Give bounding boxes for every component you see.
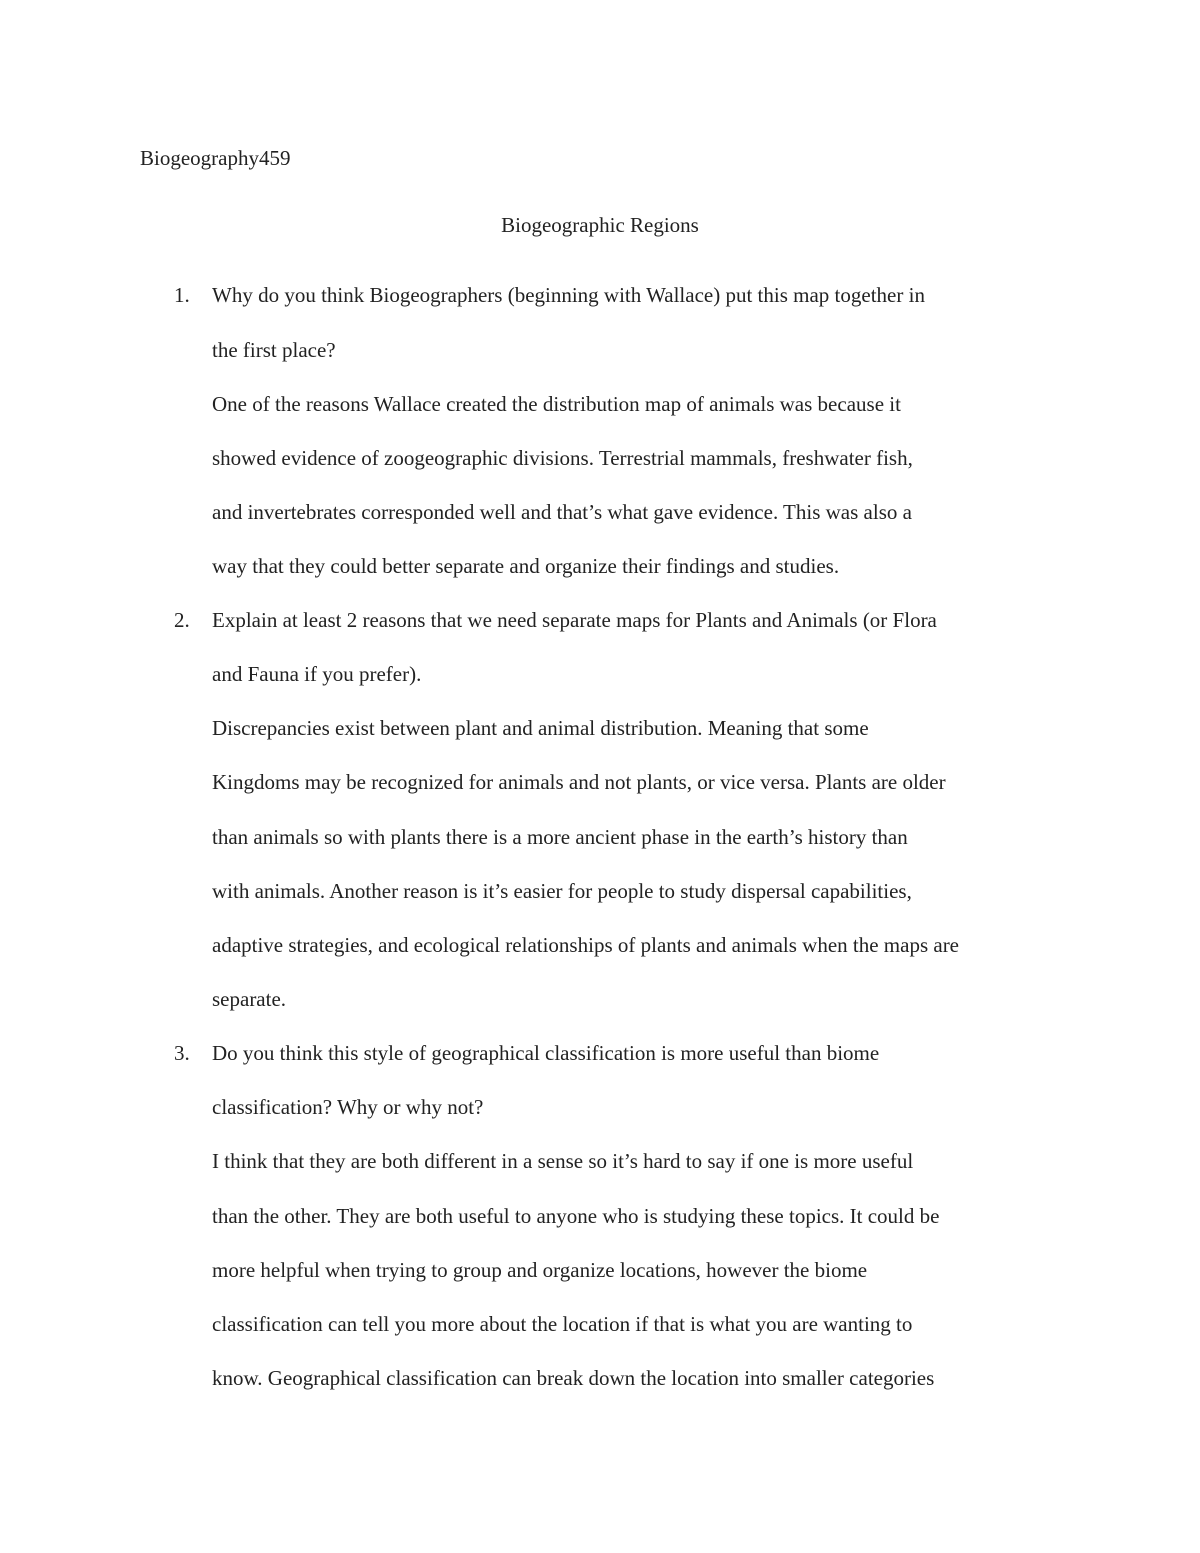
document-title: Biogeographic Regions bbox=[501, 213, 699, 237]
answer-line: know. Geographical classification can break down the location into smaller categories bbox=[212, 1366, 935, 1390]
answer-line: One of the reasons Wallace created the distribution map of animals was because it bbox=[212, 392, 901, 416]
question-line: Explain at least 2 reasons that we need separate maps for Plants and Animals (or Flora bbox=[212, 608, 937, 632]
answer-line: Kingdoms may be recognized for animals and not plants, or vice versa. Plants are older bbox=[212, 770, 946, 794]
question-number: 3. bbox=[174, 1041, 190, 1065]
answer-line: and invertebrates corresponded well and that’s what gave evidence. This was also a bbox=[212, 500, 912, 524]
question-number: 1. bbox=[174, 283, 190, 307]
answer-line: Discrepancies exist between plant and animal distribution. Meaning that some bbox=[212, 716, 869, 740]
question-line: Why do you think Biogeographers (beginning with Wallace) put this map together in bbox=[212, 283, 925, 307]
answer-line: with animals. Another reason is it’s easier for people to study dispersal capabilities, bbox=[212, 879, 912, 903]
answer-line: more helpful when trying to group and organize locations, however the biome bbox=[212, 1258, 868, 1282]
answer-line: separate. bbox=[212, 987, 287, 1011]
answer-line: than animals so with plants there is a more ancient phase in the earth’s history than bbox=[212, 825, 908, 849]
question-line: classification? Why or why not? bbox=[212, 1095, 484, 1119]
answer-line: way that they could better separate and organize their findings and studies. bbox=[212, 554, 840, 578]
document-header: Biogeography459 bbox=[140, 146, 291, 170]
answer-line: I think that they are both different in a sense so it’s hard to say if one is more useful bbox=[212, 1149, 914, 1173]
question-line: Do you think this style of geographical classification is more useful than biome bbox=[212, 1041, 880, 1065]
answer-line: classification can tell you more about the location if that is what you are wanting to bbox=[212, 1312, 913, 1336]
answer-line: than the other. They are both useful to anyone who is studying these topics. It could be bbox=[212, 1204, 940, 1228]
question-line: and Fauna if you prefer). bbox=[212, 662, 422, 686]
answer-line: adaptive strategies, and ecological relationships of plants and animals when the maps are bbox=[212, 933, 960, 957]
answer-line: showed evidence of zoogeographic divisions. Terrestrial mammals, freshwater fish, bbox=[212, 446, 913, 470]
question-number: 2. bbox=[174, 608, 190, 632]
question-line: the first place? bbox=[212, 338, 336, 362]
